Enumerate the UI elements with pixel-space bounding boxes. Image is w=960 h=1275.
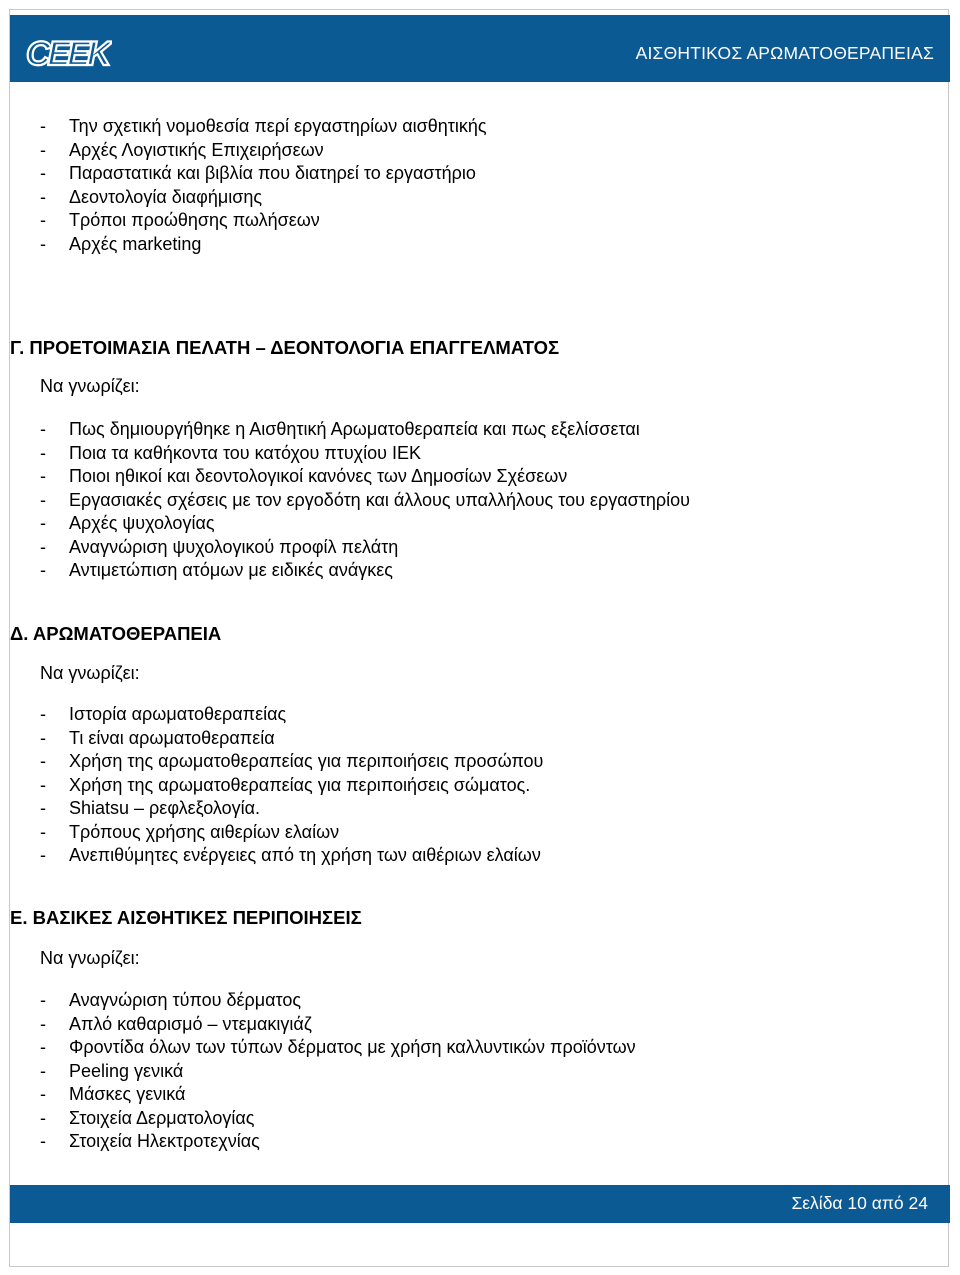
- page-number: Σελίδα 10 από 24: [791, 1193, 928, 1213]
- list-item: - Δεοντολογία διαφήμισης: [40, 186, 262, 207]
- section-list-d: [40, 703, 543, 868]
- section-title-e: Ε. ΒΑΣΙΚΕΣ ΑΙΣΘΗΤΙΚΕΣ ΠΕΡΙΠΟΙΗΣΕΙΣ: [10, 907, 362, 928]
- list-item: - Τρόπους χρήσης αιθερίων ελαίων: [40, 821, 340, 842]
- logo-lettering: CEEK: [26, 35, 109, 72]
- list-item: - Αντιμετώπιση ατόμων με ειδικές ανάγκες: [40, 560, 393, 580]
- section-subtitle-g: Να γνωρίζει:: [40, 376, 140, 396]
- list-item-text: Μάσκες γενικά: [69, 1084, 186, 1104]
- list-item-text: Αρχές marketing: [69, 233, 202, 254]
- intro-list: [40, 115, 487, 256]
- list-item-text: Απλό καθαρισμό – ντεμακιγιάζ: [69, 1013, 312, 1034]
- list-item: - Φροντίδα όλων των τύπων δέρματος με χρήση καλλυντικών προϊόντων: [40, 1037, 636, 1057]
- list-item: - Εργασιακές σχέσεις με τον εργοδότη και άλλους υπαλλήλους του εργαστηρίου: [40, 489, 690, 510]
- list-item-text: Φροντίδα όλων των τύπων δέρματος με χρήση καλλυντικών προϊόντων: [69, 1037, 636, 1057]
- list-item-text: Στοιχεία Δερματολογίας: [69, 1107, 255, 1128]
- list-item-text: Πως δημιουργήθηκε η Αισθητική Αρωματοθεραπεία και πως εξελίσσεται: [69, 419, 640, 439]
- list-item-text: Τι είναι αρωματοθεραπεία: [69, 727, 275, 748]
- list-item-text: Χρήση της αρωματοθεραπείας για περιποιήσεις σώματος.: [69, 774, 531, 795]
- section-title-g: Γ. ΠΡΟΕΤΟΙΜΑΣΙΑ ΠΕΛΑΤΗ – ΔΕΟΝΤΟΛΟΓΙΑ ΕΠΑΓΓΕΛΜΑΤΟΣ: [10, 337, 560, 358]
- list-item: - Μάσκες γενικά: [40, 1084, 186, 1104]
- ceek-logo: [22, 34, 112, 72]
- list-item: - Στοιχεία Ηλεκτροτεχνίας: [40, 1131, 260, 1151]
- list-item: - Στοιχεία Δερματολογίας: [40, 1107, 255, 1128]
- list-item-text: Αναγνώριση τύπου δέρματος: [69, 990, 302, 1010]
- list-item-text: Αναγνώριση ψυχολογικού προφίλ πελάτη: [69, 536, 399, 557]
- list-item: - Shiatsu – ρεφλεξολογία.: [40, 798, 261, 818]
- list-item: - Παραστατικά και βιβλία που διατηρεί το εργαστήριο: [40, 163, 476, 183]
- list-item: - Χρήση της αρωματοθεραπείας για περιποιήσεις σώματος.: [40, 774, 531, 795]
- list-item-text: Ανεπιθύμητες ενέργειες από τη χρήση των αιθέριων ελαίων: [69, 845, 541, 865]
- list-item: - Πως δημιουργήθηκε η Αισθητική Αρωματοθεραπεία και πως εξελίσσεται: [40, 419, 640, 439]
- list-item: - Απλό καθαρισμό – ντεμακιγιάζ: [40, 1013, 312, 1034]
- list-item: - Ποια τα καθήκοντα του κατόχου πτυχίου ΙΕΚ: [40, 442, 421, 463]
- list-item: - Χρήση της αρωματοθεραπείας για περιποιήσεις προσώπου: [40, 751, 544, 771]
- list-item: - Peeling γενικά: [40, 1060, 184, 1081]
- list-item-text: Ποια τα καθήκοντα του κατόχου πτυχίου ΙΕΚ: [69, 442, 421, 463]
- list-item-text: Τρόπους χρήσης αιθερίων ελαίων: [69, 821, 340, 842]
- list-item-text: Στοιχεία Ηλεκτροτεχνίας: [69, 1131, 260, 1151]
- list-item-text: Τρόποι προώθησης πωλήσεων: [69, 210, 320, 230]
- list-item-text: Χρήση της αρωματοθεραπείας για περιποιήσεις προσώπου: [69, 751, 544, 771]
- list-item-text: Δεοντολογία διαφήμισης: [69, 186, 262, 207]
- list-item-text: Ποιοι ηθικοί και δεοντολογικοί κανόνες των Δημοσίων Σχέσεων: [69, 466, 568, 486]
- list-item-text: Αρχές ψυχολογίας: [69, 513, 215, 533]
- section-title-d: Δ. ΑΡΩΜΑΤΟΘΕΡΑΠΕΙΑ: [10, 623, 222, 644]
- list-item-text: Peeling γενικά: [69, 1060, 184, 1081]
- list-item: - Την σχετική νομοθεσία περί εργαστηρίων αισθητικής: [40, 116, 487, 136]
- list-item: - Αναγνώριση τύπου δέρματος: [40, 990, 302, 1010]
- list-item: - Ποιοι ηθικοί και δεοντολογικοί κανόνες των Δημοσίων Σχέσεων: [40, 466, 568, 486]
- list-item-text: Παραστατικά και βιβλία που διατηρεί το εργαστήριο: [69, 163, 476, 183]
- list-item-text: Ιστορία αρωματοθεραπείας: [69, 704, 287, 724]
- section-subtitle-d: Να γνωρίζει:: [40, 663, 140, 683]
- list-item: - Αρχές ψυχολογίας: [40, 513, 215, 533]
- list-item: - Ιστορία αρωματοθεραπείας: [40, 704, 287, 724]
- header-title: ΑΙΣΘΗΤΙΚΟΣ ΑΡΩΜΑΤΟΘΕΡΑΠΕΙΑΣ: [635, 43, 934, 63]
- list-item-text: Αρχές Λογιστικής Επιχειρήσεων: [69, 139, 324, 160]
- section-subtitle-e: Να γνωρίζει:: [40, 948, 140, 968]
- list-item: - Τι είναι αρωματοθεραπεία: [40, 727, 275, 748]
- list-item: - Αρχές Λογιστικής Επιχειρήσεων: [40, 139, 324, 160]
- list-item: - Αναγνώριση ψυχολογικού προφίλ πελάτη: [40, 536, 399, 557]
- section-list-e: [40, 989, 636, 1154]
- list-item: - Αρχές marketing: [40, 233, 202, 254]
- list-item-text: Την σχετική νομοθεσία περί εργαστηρίων αισθητικής: [69, 116, 487, 136]
- list-item: - Ανεπιθύμητες ενέργειες από τη χρήση των αιθέριων ελαίων: [40, 845, 541, 865]
- list-item-text: Αντιμετώπιση ατόμων με ειδικές ανάγκες: [69, 560, 393, 580]
- list-item-text: Εργασιακές σχέσεις με τον εργοδότη και άλλους υπαλλήλους του εργαστηρίου: [69, 489, 690, 510]
- list-item-text: Shiatsu – ρεφλεξολογία.: [69, 798, 261, 818]
- list-item: - Τρόποι προώθησης πωλήσεων: [40, 210, 320, 230]
- section-list-g: [40, 418, 690, 583]
